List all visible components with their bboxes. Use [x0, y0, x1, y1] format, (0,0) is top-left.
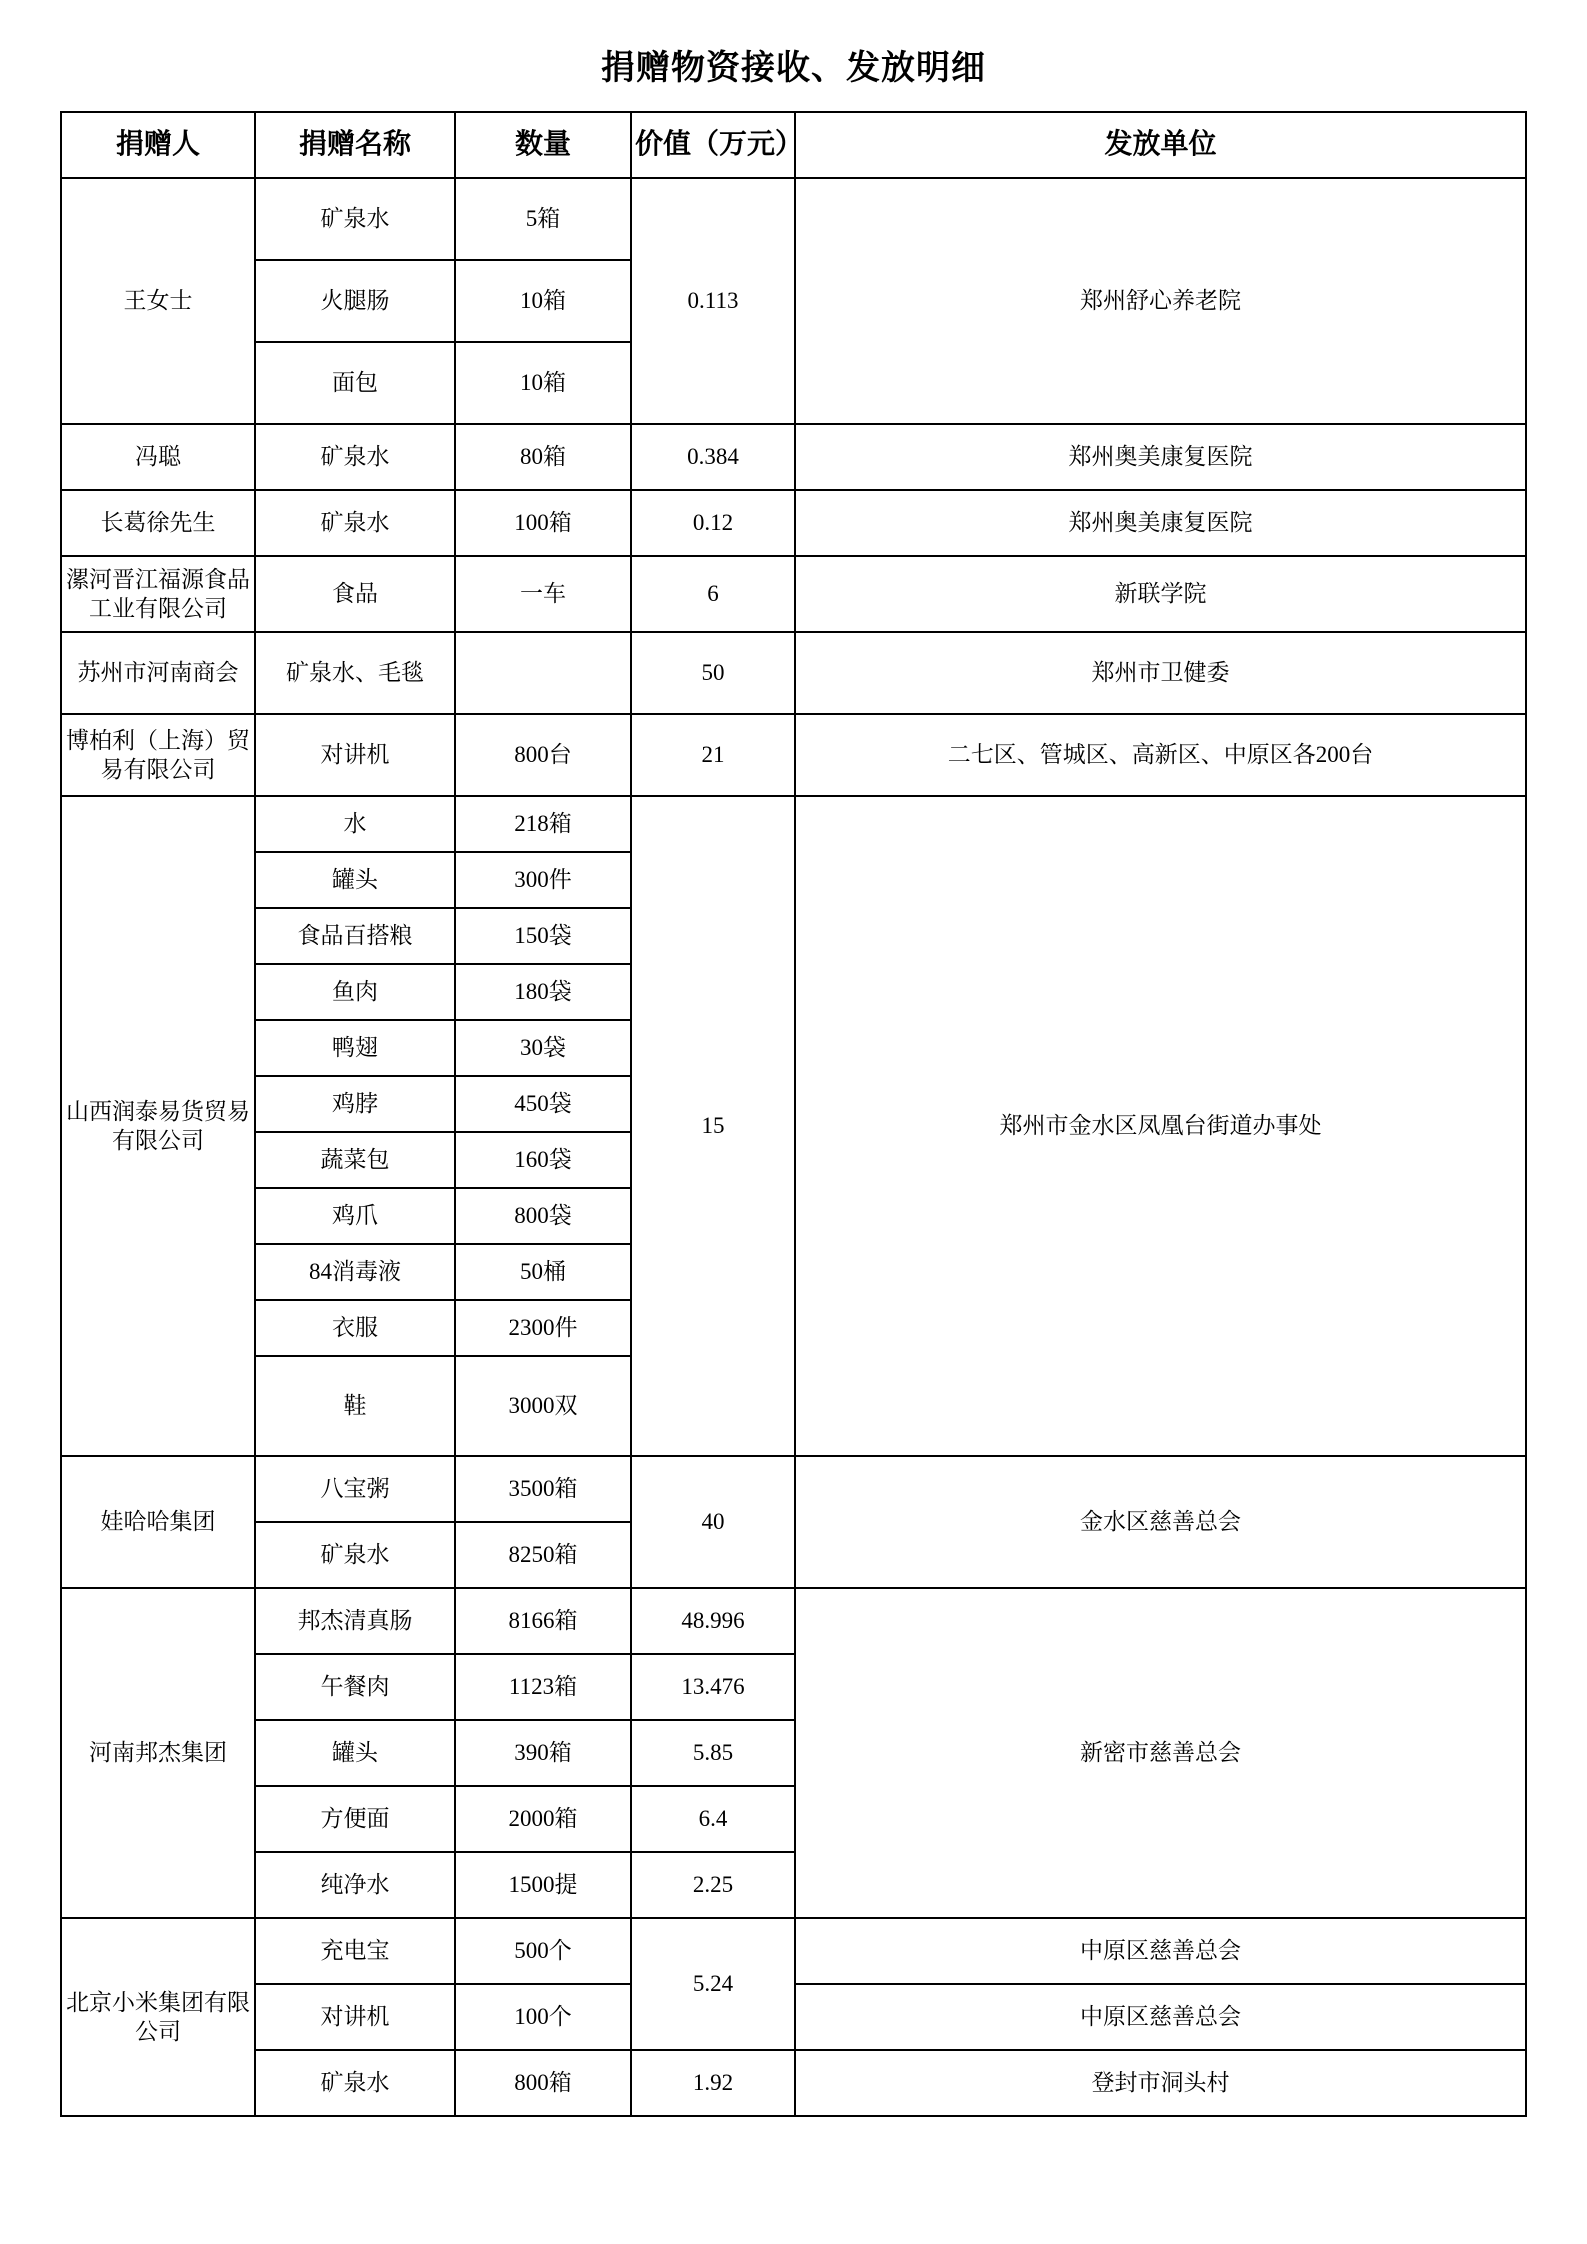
table-row	[61, 2050, 1526, 2116]
cell-item-qty: 5箱	[455, 178, 631, 260]
cell-unit: 郑州舒心养老院	[795, 178, 1526, 424]
table-row	[61, 1456, 1526, 1522]
cell-item-qty: 390箱	[455, 1720, 631, 1786]
column-header-unit: 发放单位	[795, 112, 1526, 178]
table-row	[61, 1918, 1526, 1984]
cell-unit: 中原区慈善总会	[795, 1918, 1526, 1984]
cell-item-qty: 10箱	[455, 260, 631, 342]
cell-item-name: 八宝粥	[255, 1456, 455, 1522]
column-header-value: 价值（万元）	[631, 112, 795, 178]
cell-item-name: 邦杰清真肠	[255, 1588, 455, 1654]
page-title: 捐赠物资接收、发放明细	[601, 50, 986, 87]
cell-item-name: 鞋	[255, 1356, 455, 1456]
cell-donor: 娃哈哈集团	[61, 1456, 255, 1588]
table-row	[61, 424, 1526, 490]
cell-item-qty: 8166箱	[455, 1588, 631, 1654]
cell-item-qty: 1500提	[455, 1852, 631, 1918]
cell-value: 50	[631, 632, 795, 714]
cell-donor: 北京小米集团有限公司	[61, 1918, 255, 2116]
table-row	[61, 714, 1526, 796]
cell-donor: 苏州市河南商会	[61, 632, 255, 714]
cell-item-name: 蔬菜包	[255, 1132, 455, 1188]
table-row	[61, 490, 1526, 556]
cell-item-name: 鸭翅	[255, 1020, 455, 1076]
cell-donor: 漯河晋江福源食品工业有限公司	[61, 556, 255, 632]
table-body	[61, 178, 1526, 2116]
cell-item-name: 面包	[255, 342, 455, 424]
cell-item-name: 纯净水	[255, 1852, 455, 1918]
cell-value: 0.113	[631, 178, 795, 424]
cell-donor: 博柏利（上海）贸易有限公司	[61, 714, 255, 796]
cell-value: 1.92	[631, 2050, 795, 2116]
cell-item-qty: 450袋	[455, 1076, 631, 1132]
cell-item-qty: 800箱	[455, 2050, 631, 2116]
cell-value: 48.996	[631, 1588, 795, 1654]
cell-item-qty: 1123箱	[455, 1654, 631, 1720]
cell-item-qty: 3500箱	[455, 1456, 631, 1522]
cell-unit: 中原区慈善总会	[795, 1984, 1526, 2050]
cell-item-qty: 300件	[455, 852, 631, 908]
cell-unit: 郑州奥美康复医院	[795, 424, 1526, 490]
cell-value: 5.85	[631, 1720, 795, 1786]
table-row	[61, 796, 1526, 852]
column-header-quantity: 数量	[455, 112, 631, 178]
column-header-donor: 捐赠人	[61, 112, 255, 178]
cell-item-qty: 100个	[455, 1984, 631, 2050]
cell-value: 15	[631, 796, 795, 1456]
cell-item-qty: 100箱	[455, 490, 631, 556]
cell-unit: 登封市洞头村	[795, 2050, 1526, 2116]
cell-item-qty: 2300件	[455, 1300, 631, 1356]
cell-item-name: 矿泉水	[255, 178, 455, 260]
cell-item-name: 矿泉水	[255, 490, 455, 556]
table-row	[61, 632, 1526, 714]
table-row	[61, 178, 1526, 260]
cell-item-qty: 10箱	[455, 342, 631, 424]
cell-item-name: 鸡脖	[255, 1076, 455, 1132]
cell-unit: 郑州市金水区凤凰台街道办事处	[795, 796, 1526, 1456]
cell-item-qty: 8250箱	[455, 1522, 631, 1588]
cell-value: 40	[631, 1456, 795, 1588]
cell-item-qty: 218箱	[455, 796, 631, 852]
cell-item-name: 84消毒液	[255, 1244, 455, 1300]
cell-item-qty	[455, 632, 631, 714]
cell-donor: 河南邦杰集团	[61, 1588, 255, 1918]
cell-item-qty: 800袋	[455, 1188, 631, 1244]
cell-item-name: 食品百搭粮	[255, 908, 455, 964]
cell-value: 5.24	[631, 1918, 795, 2050]
cell-item-name: 矿泉水	[255, 2050, 455, 2116]
cell-item-qty: 2000箱	[455, 1786, 631, 1852]
cell-item-name: 矿泉水	[255, 1522, 455, 1588]
cell-value: 0.12	[631, 490, 795, 556]
cell-item-qty: 一车	[455, 556, 631, 632]
cell-unit: 郑州奥美康复医院	[795, 490, 1526, 556]
cell-donor: 山西润泰易货贸易有限公司	[61, 796, 255, 1456]
cell-value: 2.25	[631, 1852, 795, 1918]
cell-item-name: 罐头	[255, 1720, 455, 1786]
cell-value: 0.384	[631, 424, 795, 490]
cell-item-name: 矿泉水、毛毯	[255, 632, 455, 714]
cell-item-name: 午餐肉	[255, 1654, 455, 1720]
cell-item-name: 对讲机	[255, 714, 455, 796]
cell-item-name: 方便面	[255, 1786, 455, 1852]
table-row	[61, 556, 1526, 632]
cell-item-qty: 160袋	[455, 1132, 631, 1188]
cell-unit: 新联学院	[795, 556, 1526, 632]
cell-item-name: 鸡爪	[255, 1188, 455, 1244]
cell-item-qty: 50桶	[455, 1244, 631, 1300]
cell-donor: 长葛徐先生	[61, 490, 255, 556]
cell-item-qty: 180袋	[455, 964, 631, 1020]
cell-unit: 郑州市卫健委	[795, 632, 1526, 714]
cell-item-name: 火腿肠	[255, 260, 455, 342]
cell-value: 6.4	[631, 1786, 795, 1852]
cell-item-qty: 500个	[455, 1918, 631, 1984]
cell-item-qty: 30袋	[455, 1020, 631, 1076]
column-header-name: 捐赠名称	[255, 112, 455, 178]
cell-item-name: 充电宝	[255, 1918, 455, 1984]
cell-unit: 新密市慈善总会	[795, 1588, 1526, 1918]
table-header-row	[61, 112, 1526, 178]
cell-value: 13.476	[631, 1654, 795, 1720]
cell-item-qty: 3000双	[455, 1356, 631, 1456]
cell-item-qty: 150袋	[455, 908, 631, 964]
table-row	[61, 1588, 1526, 1654]
cell-donor: 冯聪	[61, 424, 255, 490]
cell-item-name: 水	[255, 796, 455, 852]
cell-item-name: 矿泉水	[255, 424, 455, 490]
donation-detail-table	[60, 111, 1527, 2117]
cell-unit: 二七区、管城区、高新区、中原区各200台	[795, 714, 1526, 796]
cell-value: 6	[631, 556, 795, 632]
cell-item-qty: 800台	[455, 714, 631, 796]
cell-donor: 王女士	[61, 178, 255, 424]
cell-item-name: 对讲机	[255, 1984, 455, 2050]
cell-item-name: 罐头	[255, 852, 455, 908]
cell-item-name: 食品	[255, 556, 455, 632]
cell-value: 21	[631, 714, 795, 796]
cell-unit: 金水区慈善总会	[795, 1456, 1526, 1588]
cell-item-name: 衣服	[255, 1300, 455, 1356]
cell-item-qty: 80箱	[455, 424, 631, 490]
cell-item-name: 鱼肉	[255, 964, 455, 1020]
